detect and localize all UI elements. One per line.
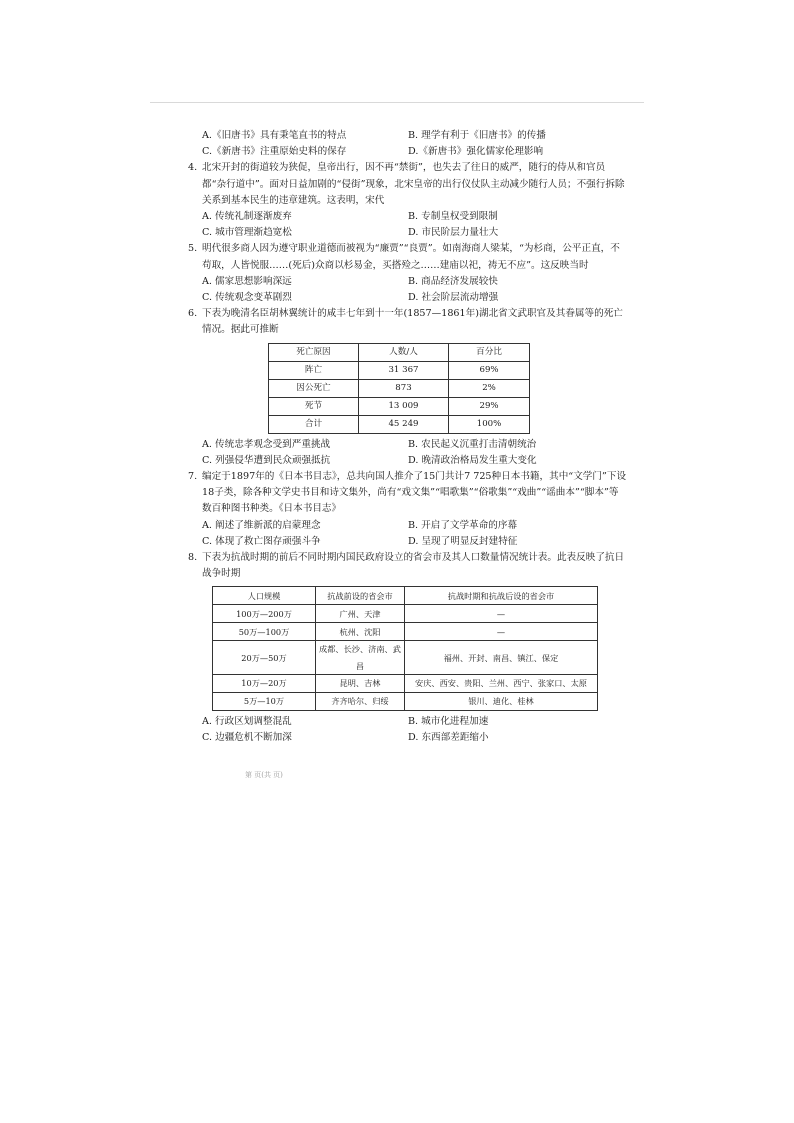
- table-header-row: [269, 343, 530, 361]
- table-cell: 10万—20万: [213, 674, 316, 692]
- table-cell: 合计: [269, 415, 359, 433]
- q6-option-d[interactable]: D. 晚清政治格局发生重大变化: [408, 454, 537, 466]
- q8-option-b[interactable]: B. 城市化进程加速: [408, 715, 489, 727]
- question-number: 4.: [188, 162, 198, 174]
- table-cell: 69%: [449, 361, 530, 379]
- q5-option-a[interactable]: A. 儒家思想影响深远: [202, 275, 292, 287]
- q3-option-d[interactable]: D.《新唐书》强化儒家伦理影响: [408, 146, 544, 158]
- question-4: [188, 160, 628, 209]
- table-header-row: [213, 587, 598, 605]
- question-stem: 编定于1897年的《日本书目志》，总共向国人推介了15门共计7 725种日本书籍，其中“文学门”下设18子类，除各种文学史书目和诗文集外，尚有“戏文集”“唱歌集”“俗歌集”“戏曲”“谣曲本”“脚本”等数百种图书种类。《日本书目志》: [202, 471, 627, 515]
- question-5: [188, 241, 628, 273]
- q6-options-row-2: [188, 453, 628, 469]
- table-header-cell: 人数/人: [358, 343, 448, 361]
- table-cell: 31 367: [358, 361, 448, 379]
- question-8: [188, 550, 628, 582]
- q4-option-a[interactable]: A. 传统礼制逐渐废弃: [202, 211, 292, 223]
- question-number: 8.: [188, 552, 198, 564]
- table-cell: 广州、天津: [316, 605, 405, 623]
- question-stem: 下表为抗战时期的前后不同时期内国民政府设立的省会市及其人口数量情况统计表。此表反映了抗日战争时期: [202, 552, 625, 580]
- table-cell: 13 009: [358, 397, 448, 415]
- table-cell: 杭州、沈阳: [316, 623, 405, 641]
- table-cell: 20万—50万: [213, 641, 316, 674]
- death-statistics-table: [268, 343, 530, 434]
- table-header-cell: 死亡原因: [269, 343, 359, 361]
- table-header-cell: 抗战时期和抗战后设的省会市: [405, 587, 598, 605]
- q5-options-row-1: [188, 274, 628, 290]
- table-row: [213, 623, 598, 641]
- q8-option-a[interactable]: A. 行政区划调整混乱: [202, 715, 292, 727]
- q6-options-row-1: [188, 437, 628, 453]
- q4-options-row-2: [188, 225, 628, 241]
- page-footer: 第 页(共 页): [245, 771, 283, 779]
- table-cell: 阵亡: [269, 361, 359, 379]
- table-cell: 因公死亡: [269, 379, 359, 397]
- table-row: [213, 641, 598, 674]
- table-cell: 100万—200万: [213, 605, 316, 623]
- q4-option-b[interactable]: B. 专制皇权受到限制: [408, 211, 498, 223]
- table-cell: 死节: [269, 397, 359, 415]
- table-cell: 银川、迪化、桂林: [405, 692, 598, 710]
- exam-page: [188, 128, 628, 746]
- q5-option-d[interactable]: D. 社会阶层流动增强: [408, 292, 499, 304]
- table-cell: 29%: [449, 397, 530, 415]
- q7-option-c[interactable]: C. 体现了救亡图存顽强斗争: [202, 535, 321, 547]
- q3-option-a[interactable]: A.《旧唐书》具有秉笔直书的特点: [202, 130, 347, 141]
- top-divider: [150, 102, 644, 103]
- q3-options-row-2: [188, 144, 628, 160]
- q7-options-row-2: [188, 534, 628, 550]
- table-cell: 100%: [449, 415, 530, 433]
- table-row: [269, 361, 530, 379]
- table-header-cell: 抗战前设的省会市: [316, 587, 405, 605]
- q5-options-row-2: [188, 290, 628, 306]
- q7-option-d[interactable]: D. 呈现了明显反封建特征: [408, 535, 518, 547]
- question-6: [188, 306, 628, 338]
- q8-option-c[interactable]: C. 边疆危机不断加深: [202, 732, 292, 744]
- table-row: [213, 692, 598, 710]
- table-header-cell: 百分比: [449, 343, 530, 361]
- question-stem: 明代很多商人因为遵守职业道德而被视为“廉贾”“良贾”。如南海商人梁某，“为杉商，公平正直，不苟取，人皆悦服……(死后)众商以杉易金，买搭殓之……建庙以祀，祷无不应”。这反映当时: [202, 243, 620, 271]
- table-cell: 45 249: [358, 415, 448, 433]
- question-7: [188, 469, 628, 518]
- question-number: 6.: [188, 308, 198, 320]
- table-cell: 50万—100万: [213, 623, 316, 641]
- table-row: [269, 397, 530, 415]
- table-header-cell: 人口规模: [213, 587, 316, 605]
- table-cell: 2%: [449, 379, 530, 397]
- q5-option-b[interactable]: B. 商品经济发展较快: [408, 275, 498, 287]
- q7-option-b[interactable]: B. 开启了文学革命的序幕: [408, 519, 518, 531]
- q3-option-c[interactable]: C.《新唐书》注重原始史料的保存: [202, 146, 347, 158]
- q3-options-row-1: [188, 128, 628, 144]
- q4-option-c[interactable]: C. 城市管理渐趋宽松: [202, 227, 292, 239]
- table-cell: —: [405, 605, 598, 623]
- q8-options-row-1: [188, 714, 628, 730]
- table-cell: —: [405, 623, 598, 641]
- q6-option-b[interactable]: B. 农民起义沉重打击清朝统治: [408, 438, 537, 450]
- q8-options-row-2: [188, 730, 628, 746]
- question-stem: 北宋开封的街道较为狭促，皇帝出行，因不再“禁街”，也失去了往日的威严，随行的侍从和官员都“杂行道中”。面对日益加剧的“侵街”现象，北宋皇帝的出行仪仗队主动减少随行人员；不强行拆除关系到基本民生的违章建筑。这表明，宋代: [202, 162, 625, 206]
- question-number: 5.: [188, 243, 198, 255]
- table-cell: 齐齐哈尔、归绥: [316, 692, 405, 710]
- table-cell: 福州、开封、南昌、镇江、保定: [405, 641, 598, 674]
- question-stem: 下表为晚清名臣胡林翼统计的咸丰七年到十一年(1857—1861年)湖北省文武职官及其眷属等的死亡情况。据此可推断: [202, 308, 623, 336]
- provincial-capital-table: [212, 586, 598, 710]
- question-number: 7.: [188, 471, 198, 483]
- q6-option-a[interactable]: A. 传统忠孝观念受到严重挑战: [202, 438, 331, 450]
- table-cell: 成都、长沙、济南、武昌: [316, 641, 405, 674]
- table-cell: 5万—10万: [213, 692, 316, 710]
- q3-option-b[interactable]: B. 理学有利于《旧唐书》的传播: [408, 130, 546, 141]
- q7-options-row-1: [188, 518, 628, 534]
- q4-option-d[interactable]: D. 市民阶层力量壮大: [408, 227, 499, 239]
- q6-option-c[interactable]: C. 列强侵华遭到民众顽强抵抗: [202, 454, 331, 466]
- table-cell: 昆明、吉林: [316, 674, 405, 692]
- table-row: [213, 674, 598, 692]
- table-row: [213, 605, 598, 623]
- table-cell: 安庆、西安、贵阳、兰州、西宁、张家口、太原: [405, 674, 598, 692]
- q5-option-c[interactable]: C. 传统观念变革剧烈: [202, 292, 292, 304]
- table-row: [269, 415, 530, 433]
- q8-option-d[interactable]: D. 东西部差距缩小: [408, 732, 489, 744]
- q4-options-row-1: [188, 209, 628, 225]
- q7-option-a[interactable]: A. 阐述了维新派的启蒙理念: [202, 519, 321, 531]
- table-cell: 873: [358, 379, 448, 397]
- table-row: [269, 379, 530, 397]
